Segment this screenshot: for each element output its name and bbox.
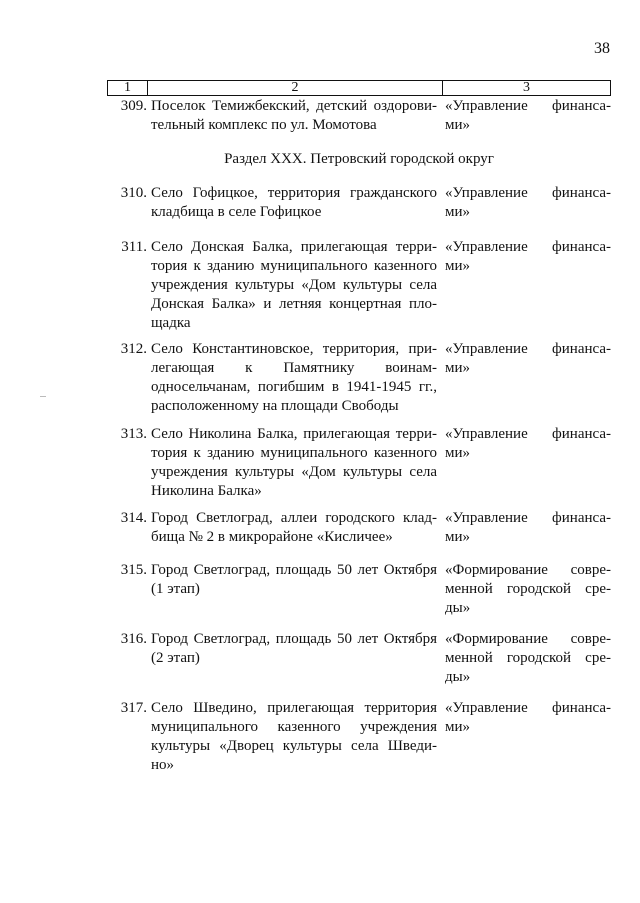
row-territory: Город Светлоград, площадь 50 лет Октября (2 этап) [151, 631, 437, 666]
table-header [107, 80, 611, 96]
row-number: 316. [120, 631, 147, 647]
row-territory: Поселок Темижбекский, детский оздорови-тельный комплекс по ул. Момотова [151, 98, 437, 133]
row-program: «Формирование совре-менной городской сре-ды» [445, 631, 611, 685]
table-row [107, 561, 611, 618]
row-number: 309. [120, 98, 147, 114]
page-number: 38 [594, 40, 610, 57]
scan-mark [40, 396, 46, 397]
row-territory: Село Константиновское, территория, при-легающая к Памятнику воинам-односельчанам, погибшим в 1941-1945 гг., расположенному на площади Свободы [151, 341, 437, 414]
section-title: Раздел XXX. Петровский городской округ [224, 151, 494, 167]
table-row [107, 238, 611, 333]
row-number: 312. [120, 341, 147, 357]
header-col-3: 3 [523, 80, 530, 95]
row-program: «Управление финанса-ми» [445, 341, 611, 376]
row-territory: Город Светлоград, аллеи городского клад-бища № 2 в микрорайоне «Кисличее» [151, 510, 437, 545]
table-row [107, 509, 611, 547]
row-program: «Управление финанса-ми» [445, 239, 611, 274]
row-program: «Управление финанса-ми» [445, 98, 611, 133]
row-number: 314. [120, 510, 147, 526]
row-number: 315. [120, 562, 147, 578]
row-number: 310. [120, 185, 147, 201]
row-number: 313. [120, 426, 147, 442]
table-row [107, 340, 611, 416]
row-number: 311. [121, 239, 147, 255]
header-col-2: 2 [148, 81, 443, 95]
header-col-1: 1 [108, 81, 148, 95]
table-row [107, 425, 611, 501]
row-number: 317. [120, 700, 147, 716]
table-row [107, 97, 611, 135]
row-program: «Формирование совре-менной городской сре-ды» [445, 562, 611, 616]
row-program: «Управление финанса-ми» [445, 426, 611, 461]
row-territory: Город Светлоград, площадь 50 лет Октября (1 этап) [151, 562, 437, 597]
row-program: «Управление финанса-ми» [445, 700, 611, 735]
row-program: «Управление финанса-ми» [445, 185, 611, 220]
row-territory: Село Донская Балка, прилегающая терри-тория к зданию муниципального казенного учреждения культуры «Дом культуры села Донская Балка» и летняя концертная пло-щадка [151, 239, 437, 331]
table-row [107, 699, 611, 775]
row-territory: Село Шведино, прилегающая территория муниципального казенного учреждения культуры «Дворец культуры села Шведи-но» [151, 700, 437, 773]
row-territory: Село Николина Балка, прилегающая терри-тория к зданию муниципального казенного учреждения культуры «Дом культуры села Николина Балка» [151, 426, 437, 499]
table-row [107, 630, 611, 687]
row-program: «Управление финанса-ми» [445, 510, 611, 545]
table-row [107, 184, 611, 222]
row-territory: Село Гофицкое, территория гражданского кладбища в селе Гофицкое [151, 185, 437, 220]
